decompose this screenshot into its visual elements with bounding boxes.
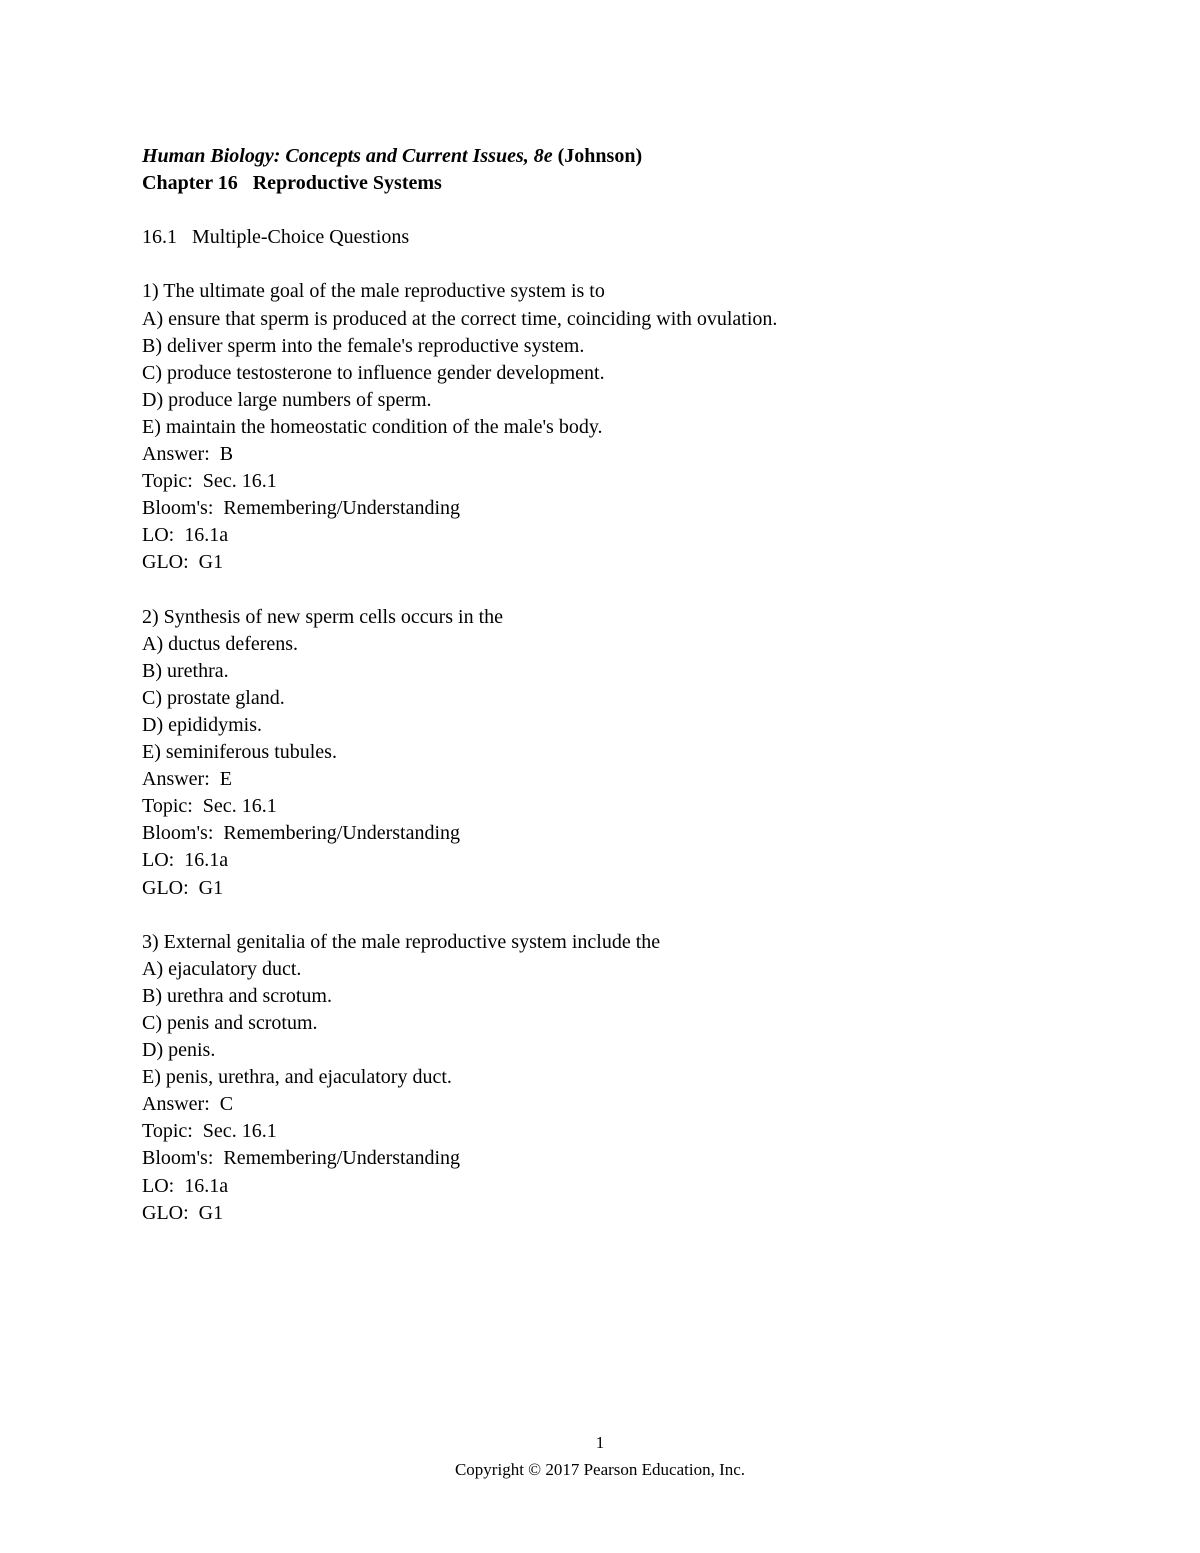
- answer-option: A) ductus deferens.: [142, 632, 299, 655]
- lo-label: LO: 16.1a: [142, 1174, 229, 1197]
- answer-option: C) prostate gland.: [142, 686, 285, 709]
- answer-option: A) ejaculatory duct.: [142, 957, 302, 980]
- glo-label: GLO: G1: [142, 551, 224, 574]
- question-3: [142, 929, 1042, 1227]
- blooms-label: Bloom's: Remembering/Understanding: [142, 822, 461, 845]
- answer-key: Answer: E: [142, 768, 232, 791]
- question-2: [142, 604, 1042, 902]
- glo-label: GLO: G1: [142, 876, 224, 899]
- chapter-title: Chapter 16 Reproductive Systems: [142, 172, 442, 195]
- answer-option: D) epididymis.: [142, 713, 262, 736]
- question-stem: 2) Synthesis of new sperm cells occurs in the: [142, 605, 504, 628]
- section-title: 16.1 Multiple-Choice Questions: [142, 226, 410, 249]
- question-stem: 1) The ultimate goal of the male reproductive system is to: [142, 280, 605, 303]
- answer-option: E) maintain the homeostatic condition of the male's body.: [142, 415, 603, 438]
- answer-option: D) penis.: [142, 1039, 216, 1062]
- book-title: Human Biology: Concepts and Current Issues, 8e: [142, 145, 553, 167]
- answer-option: B) urethra.: [142, 659, 229, 682]
- copyright-notice: Copyright © 2017 Pearson Education, Inc.: [454, 1460, 746, 1479]
- lo-label: LO: 16.1a: [142, 849, 229, 872]
- topic-label: Topic: Sec. 16.1: [142, 1120, 277, 1143]
- answer-option: E) seminiferous tubules.: [142, 741, 337, 764]
- answer-option: C) penis and scrotum.: [142, 1012, 318, 1034]
- topic-label: Topic: Sec. 16.1: [142, 795, 277, 818]
- topic-label: Topic: Sec. 16.1: [142, 470, 277, 493]
- blooms-label: Bloom's: Remembering/Understanding: [142, 1147, 461, 1170]
- answer-option: A) ensure that sperm is produced at the correct time, coinciding with ovulation.: [142, 307, 778, 330]
- question-stem: 3) External genitalia of the male reproductive system include the: [142, 930, 661, 953]
- book-author: (Johnson): [557, 145, 643, 167]
- glo-label: GLO: G1: [142, 1201, 224, 1224]
- answer-key: Answer: B: [142, 443, 234, 466]
- book-heading: [142, 143, 1042, 170]
- answer-option: E) penis, urethra, and ejaculatory duct.: [142, 1066, 452, 1089]
- answer-option: C) produce testosterone to influence gender development.: [142, 361, 605, 384]
- question-1: [142, 278, 1042, 576]
- blooms-label: Bloom's: Remembering/Understanding: [142, 497, 461, 520]
- page-number: 1: [595, 1433, 605, 1452]
- answer-option: D) produce large numbers of sperm.: [142, 388, 432, 411]
- answer-key: Answer: C: [142, 1093, 234, 1116]
- lo-label: LO: 16.1a: [142, 524, 229, 547]
- answer-option: B) deliver sperm into the female's reproductive system.: [142, 334, 585, 357]
- page-content: [142, 143, 1042, 1227]
- answer-option: B) urethra and scrotum.: [142, 984, 332, 1007]
